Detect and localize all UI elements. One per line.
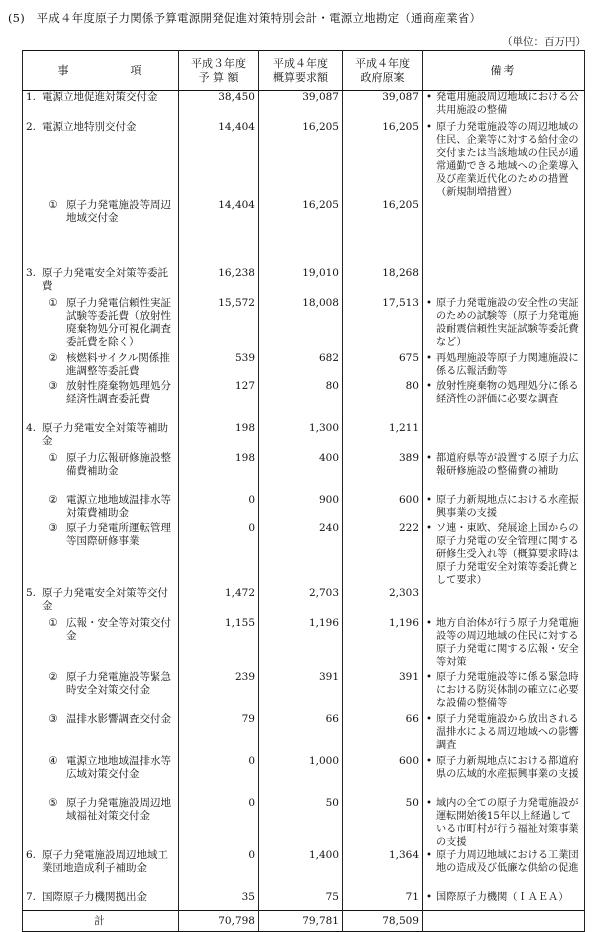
item-number [26,297,40,349]
item-name: 原子力発電信頼性実証試験等委託費（放射性廃棄物処分可視化調査委託費を除く） [66,296,171,348]
bullet-icon: • [426,617,433,629]
value-fy4gov: 17,513 [343,297,423,352]
item-cell [23,297,179,352]
note-text: 地方自治体が行う原子力発電施設等の周辺地域の住民に対する原子力発電に関する広報・安全等対策 [436,617,579,668]
value-fy4req: 80 [259,380,343,422]
table-row [23,297,585,352]
item-name: 電源立地地域温排水等広域対策交付金 [66,754,171,780]
item-number: 2. [26,120,37,133]
table-row [23,617,585,671]
value-fy4req: 16,205 [259,199,343,267]
bullet-icon: • [426,121,433,133]
note-cell [423,849,585,891]
value-fy4gov: 675 [343,352,423,380]
note-wrap [426,713,581,752]
bullet-icon: • [426,713,433,725]
total-note [423,911,585,932]
table-row [23,713,585,755]
value-fy3: 239 [179,671,259,713]
item-number [26,797,40,823]
note-cell [423,494,585,522]
note-cell [423,91,585,121]
value-fy4req: 900 [259,494,343,522]
value-fy3: 1,472 [179,587,259,617]
value-fy4req: 2,703 [259,587,343,617]
note-cell [423,422,585,452]
value-fy4req: 50 [259,797,343,849]
note-text: ソ連・東欧、発展途上国からの原子力発電の安全管理に関する研修生受入れ等（概算要求時は原子力発電安全対策等委託費として要求） [436,522,579,586]
value-fy4gov: 222 [343,522,423,587]
item-wrap [26,522,175,548]
item-wrap [26,713,175,726]
item-subnumber: ③ [48,712,58,725]
bullet-icon: • [426,522,433,534]
header-item-char2: 項 [130,63,144,77]
header-fy4gov-line2: 政府原案 [360,70,405,84]
note-cell [423,297,585,352]
value-fy4req: 1,000 [259,755,343,797]
header-fy4-government [343,51,423,91]
item-wrap [26,494,175,520]
item-wrap [26,199,175,225]
value-fy4req: 66 [259,713,343,755]
item-subnumber: ⑤ [48,796,58,809]
note-cell [423,891,585,911]
item-subnumber: ③ [48,521,58,534]
item-wrap [26,891,175,904]
note-wrap [426,352,581,378]
unit-label: （単位：百万円） [502,36,586,48]
value-fy4req: 1,196 [259,617,343,671]
total-label: 計 [23,911,179,932]
header-item-char1: 事 [57,63,71,77]
item-subnumber: ③ [48,379,58,392]
value-fy3: 0 [179,522,259,587]
value-fy4gov: 16,205 [343,121,423,199]
header-note-char1: 備 [490,63,504,77]
item-wrap [26,91,175,104]
bullet-icon: • [426,891,433,903]
total-fy4-government: 78,509 [343,911,423,932]
item-subnumber: ① [48,296,58,309]
header-fy4gov-line1: 平成４年度 [355,56,410,70]
value-fy4req: 19,010 [259,267,343,297]
item-wrap [26,121,175,134]
header-note [423,51,585,91]
note-wrap [426,121,581,199]
item-name: 原子力発電施設周辺地域福祉対策交付金 [66,796,171,822]
item-subnumber: ② [48,670,58,683]
item-cell [23,199,179,267]
header-fy3 [179,51,259,91]
value-fy3: 127 [179,380,259,422]
item-name: 原子力発電安全対策等補助金 [42,421,168,447]
item-name: 電源立地特別交付金 [42,120,137,133]
note-text: 原子力発電施設から放出される温排水による周辺地域への影響調査 [436,713,579,751]
header-fy3-line1: 平成３年度 [191,56,246,70]
value-fy3: 0 [179,797,259,849]
document-title: (5) 平成４年度原子力関係予算電源開発促進対策特別会計・電源立地勘定（通商産業省） [8,11,482,25]
item-number [26,671,40,697]
value-fy4gov: 50 [343,797,423,849]
item-cell [23,91,179,121]
note-wrap [426,891,581,904]
note-wrap [426,380,581,406]
value-fy3: 1,155 [179,617,259,671]
note-cell [423,352,585,380]
item-wrap [26,297,175,349]
item-cell [23,713,179,755]
note-cell [423,121,585,199]
value-fy4gov: 1,364 [343,849,423,891]
item-name: 核燃料サイクル関係推進調整等委託費 [66,351,170,377]
table-row [23,522,585,587]
table-row [23,849,585,891]
note-wrap [426,617,581,669]
item-number [26,713,40,726]
item-number: 1. [26,91,37,103]
item-wrap [26,587,175,613]
item-number: 7. [26,890,37,903]
value-fy4req: 240 [259,522,343,587]
note-wrap [426,452,581,478]
bullet-icon: • [426,755,433,767]
value-fy4gov: 1,196 [343,617,423,671]
item-name: 原子力発電施設等緊急時安全対策交付金 [66,670,171,696]
note-text: 原子力発電施設等の周辺地域の住民、企業等に対する給付金の交付または当該地域の住民が通常通勤できる地域への企業導入及び産業近代化のための措置（新規制増措置） [436,121,579,198]
item-number [26,352,40,378]
note-wrap [426,671,581,710]
note-cell [423,617,585,671]
note-wrap [426,297,581,349]
table-row [23,121,585,199]
header-fy3-line2: 予 算 額 [198,70,239,84]
item-number [26,199,40,225]
total-fy3: 70,798 [179,911,259,932]
note-wrap [426,494,581,520]
value-fy4gov: 600 [343,755,423,797]
note-text: 国際原子力機関（ＩＡＥＡ） [436,891,569,903]
table-row [23,422,585,452]
note-text: 域内の全ての原子力発電施設が運転開始後15年以上経過している市町村が行う福祉対策事業の支援 [436,797,579,848]
value-fy4gov: 16,205 [343,199,423,267]
value-fy4gov: 2,303 [343,587,423,617]
note-cell [423,671,585,713]
note-text: 発電用施設周辺地域における公共用施設の整備 [436,92,579,116]
note-cell [423,797,585,849]
value-fy3: 14,404 [179,199,259,267]
value-fy4gov: 71 [343,891,423,911]
item-subnumber: ④ [48,754,58,767]
item-cell [23,452,179,494]
note-text: 原子力発電施設の安全性の実証のための試験等（原子力発電施設耐震信頼性実証試験等委託費など） [436,297,579,348]
value-fy4req: 16,205 [259,121,343,199]
item-name: 電源立地促進対策交付金 [42,91,158,103]
item-name: 原子力発電施設周辺地域工業団地造成利子補助金 [42,848,168,874]
value-fy3: 198 [179,422,259,452]
note-text: 都道府県等が設置する原子力広報研修施設の整備費の補助 [436,452,579,477]
header-item [23,51,179,91]
value-fy4req: 18,008 [259,297,343,352]
table-row [23,91,585,121]
value-fy4gov: 80 [343,380,423,422]
table-row [23,891,585,911]
table-row [23,587,585,617]
note-cell [423,713,585,755]
item-wrap [26,617,175,643]
item-name: 国際原子力機関拠出金 [42,890,147,903]
item-wrap [26,422,175,448]
item-cell [23,849,179,891]
bullet-icon: • [426,671,433,683]
table-row [23,494,585,522]
value-fy4req: 682 [259,352,343,380]
value-fy4req: 1,400 [259,849,343,891]
item-cell [23,891,179,911]
value-fy4gov: 66 [343,713,423,755]
bullet-icon: • [426,380,433,392]
note-wrap [426,522,581,587]
item-number: 5. [26,586,37,599]
item-cell [23,352,179,380]
table-row [23,671,585,713]
table-row [23,452,585,494]
item-name: 放射性廃棄物処理処分経済性調査委託費 [66,379,171,405]
bullet-icon: • [426,297,433,309]
item-cell [23,522,179,587]
header-row [23,51,585,91]
note-text: 放射性廃棄物の処理処分に係る経済性の評価に必要な調査 [436,380,579,405]
bullet-icon: • [426,494,433,506]
note-text: 原子力新規地点における都道府県の広域的水産振興事業の支援 [436,755,579,780]
bullet-icon: • [426,849,433,861]
table-row [23,352,585,380]
note-text: 原子力新規地点における水産振興事業の支援 [436,494,579,519]
item-name: 原子力発電安全対策等交付金 [42,586,168,612]
item-cell [23,587,179,617]
item-cell [23,494,179,522]
item-name: 原子力広報研修施設整備費補助金 [66,451,171,477]
value-fy4gov: 389 [343,452,423,494]
value-fy3: 15,572 [179,297,259,352]
item-number [26,617,40,643]
value-fy4req: 400 [259,452,343,494]
item-number [26,380,40,406]
item-name: 原子力発電施設等周辺地域交付金 [66,198,171,224]
table-row [23,380,585,422]
item-subnumber: ② [48,351,58,364]
value-fy3: 16,238 [179,267,259,297]
value-fy3: 38,450 [179,91,259,121]
item-number [26,522,40,548]
note-cell [423,522,585,587]
value-fy4req: 391 [259,671,343,713]
item-wrap [26,797,175,823]
table-row [23,267,585,297]
value-fy3: 35 [179,891,259,911]
item-number [26,755,40,781]
item-cell [23,267,179,297]
item-wrap [26,267,175,293]
value-fy3: 198 [179,452,259,494]
budget-table [22,50,585,932]
table-row [23,755,585,797]
item-name: 広報・安全等対策交付金 [66,616,171,642]
item-number: 3. [26,266,37,279]
header-note-char2: 考 [503,63,517,77]
item-wrap [26,452,175,478]
item-number [26,452,40,478]
note-cell [423,380,585,422]
item-cell [23,755,179,797]
bullet-icon: • [426,452,433,464]
value-fy3: 539 [179,352,259,380]
value-fy4req: 75 [259,891,343,911]
note-text: 原子力周辺地域における工業団地の造成及び低廉な供給の促進 [436,849,579,874]
bullet-icon: • [426,352,433,364]
item-cell [23,422,179,452]
item-number: 6. [26,848,37,861]
item-subnumber: ① [48,198,58,211]
note-wrap [426,797,581,849]
note-wrap [426,755,581,781]
note-cell [423,267,585,297]
value-fy4gov: 18,268 [343,267,423,297]
value-fy4gov: 39,087 [343,91,423,121]
note-cell [423,587,585,617]
item-cell [23,797,179,849]
item-name: 温排水影響調査交付金 [66,712,171,725]
item-name: 原子力発電安全対策等委託費 [42,266,168,292]
value-fy3: 0 [179,494,259,522]
value-fy3: 14,404 [179,121,259,199]
item-cell [23,617,179,671]
note-text: 原子力発電施設等に係る緊急時における防災体制の確立に必要な設備の整備等 [436,671,579,709]
header-fy4-request [259,51,343,91]
value-fy4gov: 391 [343,671,423,713]
item-cell [23,671,179,713]
item-wrap [26,755,175,781]
item-number: 4. [26,421,37,434]
note-text: 再処理施設等原子力関連施設に係る広報活動等 [436,352,579,377]
item-wrap [26,849,175,875]
note-wrap [426,91,581,117]
value-fy4req: 1,300 [259,422,343,452]
value-fy3: 0 [179,849,259,891]
bullet-icon: • [426,92,433,103]
note-cell [423,755,585,797]
item-name: 原子力発電所運転管理等国際研修事業 [66,521,171,547]
item-subnumber: ① [48,451,58,464]
item-wrap [26,671,175,697]
table-row [23,199,585,267]
table-row [23,797,585,849]
item-wrap [26,380,175,406]
bullet-icon: • [426,797,433,809]
value-fy3: 0 [179,755,259,797]
item-number [26,494,40,520]
header-fy4req-line2: 概算要求額 [273,70,328,84]
item-cell [23,380,179,422]
value-fy4gov: 1,211 [343,422,423,452]
item-cell [23,121,179,199]
note-cell [423,199,585,267]
value-fy4gov: 600 [343,494,423,522]
note-wrap [426,849,581,875]
item-name: 電源立地地域温排水等対策費補助金 [66,493,171,519]
value-fy4req: 39,087 [259,91,343,121]
note-cell [423,452,585,494]
value-fy3: 79 [179,713,259,755]
item-subnumber: ② [48,493,58,506]
item-wrap [26,352,175,378]
total-row [23,911,585,932]
header-fy4req-line1: 平成４年度 [273,56,328,70]
total-fy4-request: 79,781 [259,911,343,932]
item-subnumber: ① [48,616,58,629]
